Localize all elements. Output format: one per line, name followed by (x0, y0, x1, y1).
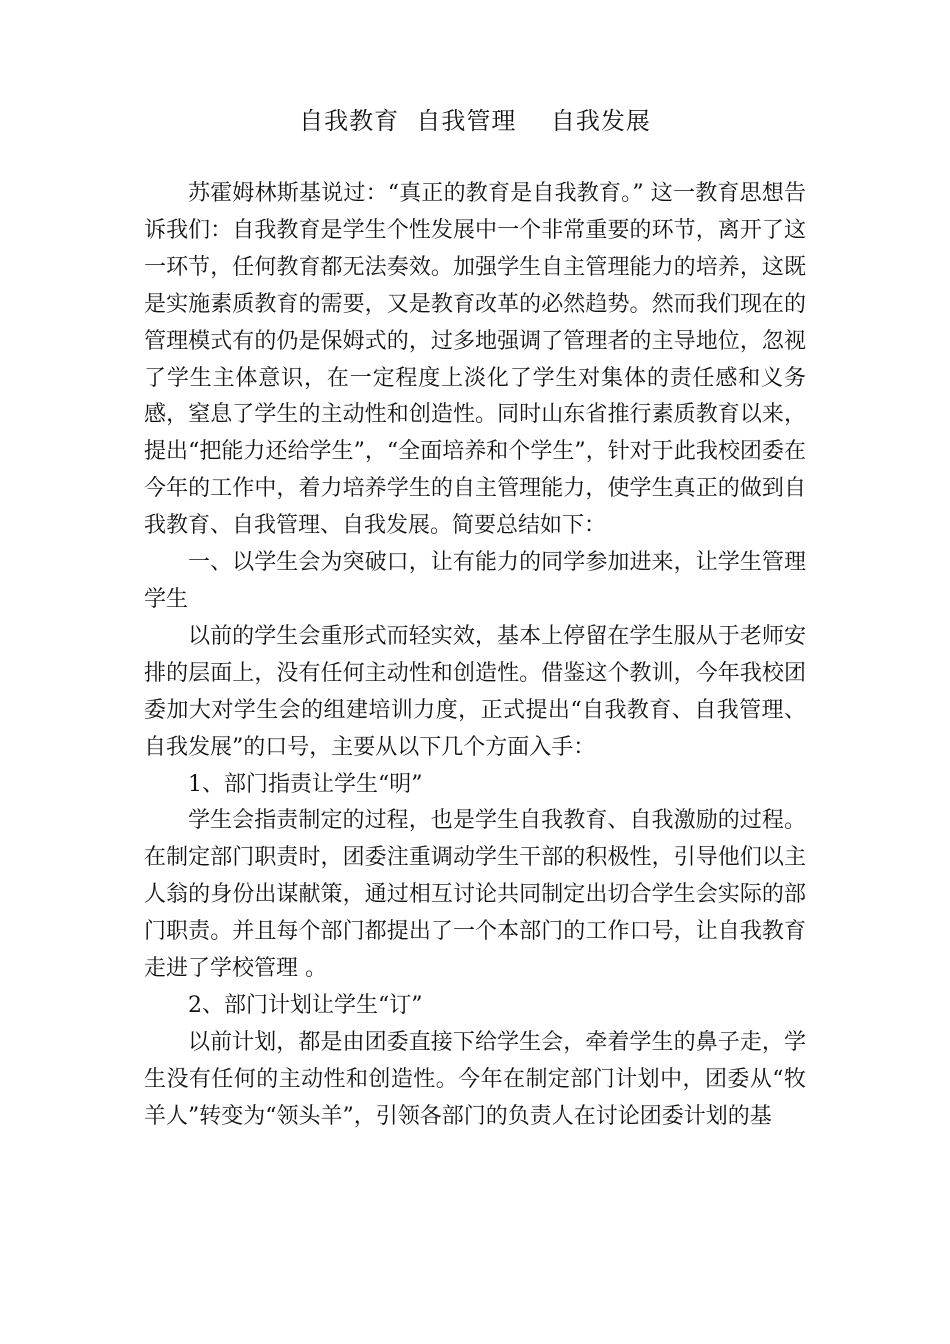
paragraph-intro: 苏霍姆林斯基说过：“真正的教育是自我教育。” 这一教育思想告诉我们：自我教育是学生个性发展中一个非常重要的环节，离开了这一环节，任何教育都无法奏效。加强学生自主管理能力的培养，这既是实施素质教育的需要，又是教育改革的必然趋势。然而我们现在的管理模式有的仍是保姆式的，过多地强调了管理者的主导地位，忽视了学生主体意识，在一定程度上淡化了学生对集体的责任感和义务感，窒息了学生的主动性和创造性。同时山东省推行素质教育以来，提出“把能力还给学生”，“全面培养和个学生”，针对于此我校团委在今年的工作中，着力培养学生的自主管理能力，使学生真正的做到自我教育、自我管理、自我发展。简要总结如下： (144, 181, 806, 539)
paragraph-subsection-1: 学生会指责制定的过程，也是学生自我教育、自我激励的过程。在制定部门职责时，团委注重调动学生干部的积极性，引导他们以主人翁的身份出谋献策，通过相互讨论共同制定出切合学生会实际的部门职责。并且每个部门都提出了一个本部门的工作口号，让自我教育走进了学校管理 。 (144, 808, 806, 982)
section-heading-1: 一、以学生会为突破口，让有能力的同学参加进来，让学生管理学生 (144, 550, 806, 612)
paragraph-section-1: 以前的学生会重形式而轻实效，基本上停留在学生服从于老师安排的层面上，没有任何主动性和创造性。借鉴这个教训，今年我校团委加大对学生会的组建培训力度，正式提出“自我教育、自我管理、自我发展”的口号，主要从以下几个方面入手： (144, 623, 806, 760)
document-title: 自我教育 自我管理 自我发展 (299, 107, 651, 135)
document-body (144, 176, 806, 1136)
subheading-2: 2、部门计划让学生“订” (188, 992, 423, 1018)
paragraph-subsection-2: 以前计划，都是由团委直接下给学生会，牵着学生的鼻子走，学生没有任何的主动性和创造性。今年在制定部门计划中，团委从“牧羊人”转变为“领头羊”，引领各部门的负责人在讨论团委计划的基 (144, 1029, 806, 1129)
subheading-1: 1、部门指责让学生“明” (188, 771, 423, 797)
